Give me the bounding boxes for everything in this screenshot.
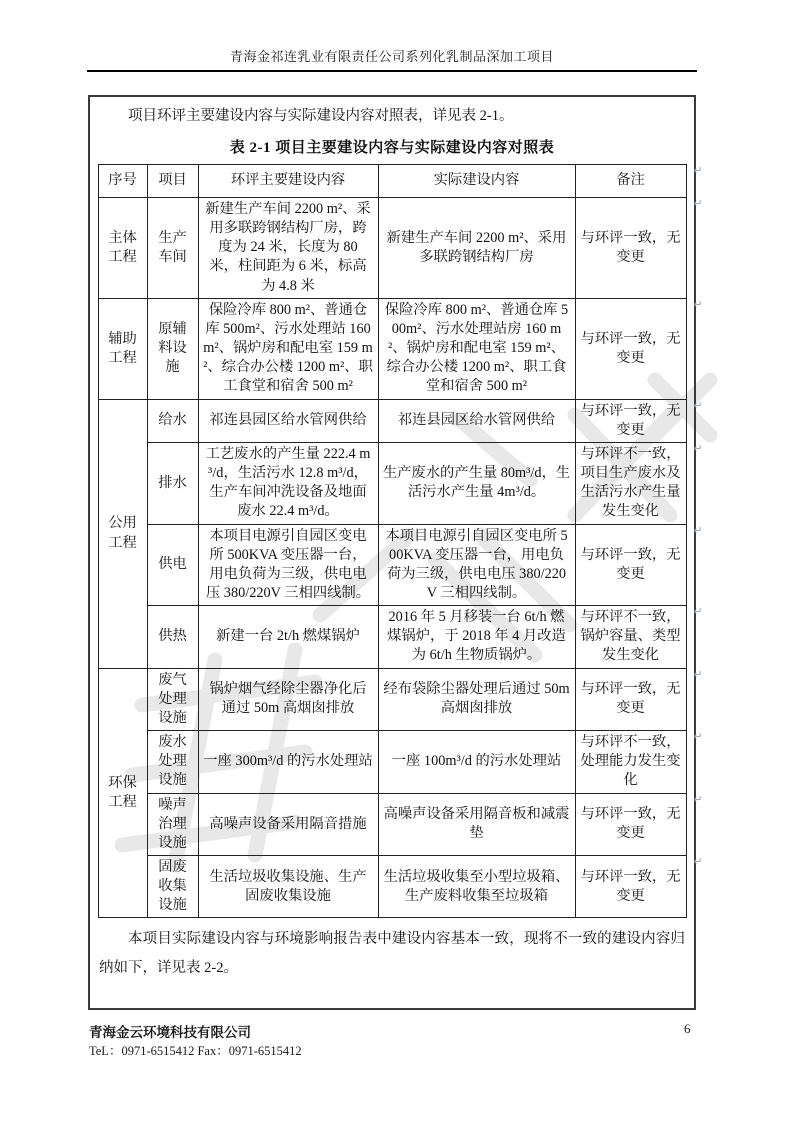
remark-cell <box>575 197 703 299</box>
actual-content-cell: 祁连县园区给水管网供给 <box>378 399 575 442</box>
table-row <box>98 298 686 399</box>
actual-content-cell: 生活垃圾收集至小型垃圾箱、生产废料收集至垃圾箱 <box>378 856 575 918</box>
item-cell: 废气处理设施 <box>147 668 198 730</box>
item-cell: 供电 <box>147 524 198 606</box>
row-end-mark-icon: ↵ <box>693 164 703 178</box>
table-row <box>98 793 686 855</box>
remark-cell <box>575 855 703 918</box>
table-row <box>98 856 686 918</box>
item-cell: 给水 <box>147 399 198 442</box>
row-end-mark-icon: ↵ <box>693 605 703 619</box>
remark-text: 与环评不一致，项目生产废水及生活污水产生量发生变化 <box>580 445 681 520</box>
remark-cell <box>575 398 703 442</box>
page-number: 6 <box>684 1021 691 1036</box>
group-cell: 环保工程 <box>98 668 147 918</box>
table-row <box>98 198 686 299</box>
group-cell: 公用工程 <box>98 399 147 668</box>
table-title: 表 2-1 项目主要建设内容与实际建设内容对照表 <box>229 140 555 157</box>
remark-text: 与环评一致，无变更 <box>580 546 681 582</box>
group-cell: 主体工程 <box>98 198 147 299</box>
item-cell: 噪声治理设施 <box>147 793 198 855</box>
remark-text: 与环评一致，无变更 <box>580 681 681 717</box>
footer-company-name: 青海金云环境科技有限公司 <box>89 1025 251 1040</box>
page-header-title: 青海金祁连乳业有限责任公司系列化乳制品深加工项目 <box>229 49 554 64</box>
actual-content-cell: 新建生产车间 2200 m²、采用多联跨钢结构厂房 <box>378 198 575 299</box>
construction-comparison-table <box>98 164 703 918</box>
item-cell: 供热 <box>147 606 198 668</box>
header-rule <box>87 70 697 72</box>
item-cell: 原辅料设施 <box>147 298 198 399</box>
remark-cell <box>575 605 703 668</box>
eia-content-cell: 保险冷库 800 m²、普通仓库 500m²、污水处理站 160 m²、锅炉房和配电室 159 m²、综合办公楼 1200 m²、职工食堂和宿舍 500 m² <box>198 298 378 399</box>
eia-content-cell: 新建一台 2t/h 燃煤锅炉 <box>198 606 378 668</box>
group-cell: 辅助工程 <box>98 298 147 399</box>
remark-cell <box>575 441 703 524</box>
row-end-mark-icon: ↵ <box>693 398 703 412</box>
item-cell: 废水处理设施 <box>147 731 198 793</box>
table-row <box>98 399 686 442</box>
table-header-row <box>98 165 686 198</box>
remark-text: 与环评一致，无变更 <box>580 868 681 904</box>
remark-cell <box>575 667 703 730</box>
eia-content-cell: 高噪声设备采用隔音措施 <box>198 793 378 855</box>
closing-paragraph: 本项目实际建设内容与环境影响报告表中建设内容基本一致，现将不一致的建设内容归纳如下，详见表 2-2。 <box>99 931 685 976</box>
eia-content-cell: 本项目电源引自园区变电所 500KVA 变压器一台，用电负荷为三级，供电电压 380/220V 三相四线制。 <box>198 524 378 606</box>
column-header-item: 项目 <box>147 165 198 198</box>
table-row <box>98 442 686 524</box>
row-end-mark-icon: ↵ <box>693 523 703 537</box>
remark-text: 与环评一致，无变更 <box>580 229 681 265</box>
actual-content-cell: 保险冷库 800 m²、普通仓库 500m²、污水处理站房 160 m²、锅炉房和配电室 159 m²、综合办公楼 1200 m²、职工食堂和宿舍 500 m² <box>378 298 575 399</box>
construction-table-body <box>98 197 703 918</box>
remark-cell <box>575 523 703 606</box>
item-cell: 排水 <box>147 442 198 524</box>
remark-text: 与环评一致，无变更 <box>580 330 681 366</box>
row-end-mark-icon: ↵ <box>693 667 703 681</box>
intro-paragraph: 项目环评主要建设内容与实际建设内容对照表，详见表 2-1。 <box>128 108 514 124</box>
remark-text: 与环评一致，无变更 <box>580 806 681 842</box>
table-row <box>98 731 686 793</box>
footer-contact-line: TeL：0971-6515412 Fax：0971-6515412 <box>89 1044 302 1058</box>
row-end-mark-icon: ↵ <box>693 441 703 455</box>
table-row <box>98 606 686 668</box>
eia-content-cell: 生活垃圾收集设施、生产固废收集设施 <box>198 856 378 918</box>
row-end-mark-icon: ↵ <box>693 197 703 211</box>
actual-content-cell: 生产废水的产生量 80m³/d，生活污水产生量 4m³/d。 <box>378 442 575 524</box>
actual-content-cell: 高噪声设备采用隔音板和减震垫 <box>378 793 575 855</box>
column-header-actual-content: 实际建设内容 <box>378 165 575 198</box>
eia-content-cell: 新建生产车间 2200 m²、采用多联跨钢结构厂房，跨度为 24 米，长度为 80 米，柱间距为 6 米，标高为 4.8 米 <box>198 198 378 299</box>
row-end-mark-icon: ↵ <box>693 855 703 869</box>
remark-text: 与环评不一致，处理能力发生变化 <box>580 734 681 789</box>
row-end-mark-icon: ↵ <box>693 297 703 311</box>
remark-cell <box>575 792 703 855</box>
row-end-mark-icon: ↵ <box>693 792 703 806</box>
column-header-eia-content: 环评主要建设内容 <box>198 165 378 198</box>
eia-content-cell: 一座 300m³/d 的污水处理站 <box>198 731 378 793</box>
remark-text: 与环评一致，无变更 <box>580 402 681 438</box>
table-row <box>98 668 686 730</box>
column-header-remark <box>575 164 703 198</box>
actual-content-cell: 经布袋除尘器处理后通过 50m 高烟囱排放 <box>378 668 575 730</box>
column-header-remark-label: 备注 <box>616 172 645 189</box>
actual-content-cell: 一座 100m³/d 的污水处理站 <box>378 731 575 793</box>
remark-cell <box>575 297 703 399</box>
remark-cell <box>575 730 703 793</box>
eia-content-cell: 祁连县园区给水管网供给 <box>198 399 378 442</box>
row-end-mark-icon: ↵ <box>693 730 703 744</box>
eia-content-cell: 工艺废水的产生量 222.4 m³/d，生活污水 12.8 m³/d，生产车间冲洗设备及地面废水 22.4 m³/d。 <box>198 442 378 524</box>
item-cell: 固废收集设施 <box>147 856 198 918</box>
table-row <box>98 524 686 606</box>
content-box <box>88 95 703 1010</box>
remark-text: 与环评不一致，锅炉容量、类型发生变化 <box>580 609 681 664</box>
actual-content-cell: 本项目电源引自园区变电所 500KVA 变压器一台，用电负荷为三级，供电电压 380/220V 三相四线制。 <box>378 524 575 606</box>
item-cell: 生产车间 <box>147 198 198 299</box>
eia-content-cell: 锅炉烟气经除尘器净化后通过 50m 高烟囱排放 <box>198 668 378 730</box>
actual-content-cell: 2016 年 5 月移装一台 6t/h 燃煤锅炉，于 2018 年 4 月改造为 6t/h 生物质锅炉。 <box>378 606 575 668</box>
column-header-index: 序号 <box>98 165 147 198</box>
